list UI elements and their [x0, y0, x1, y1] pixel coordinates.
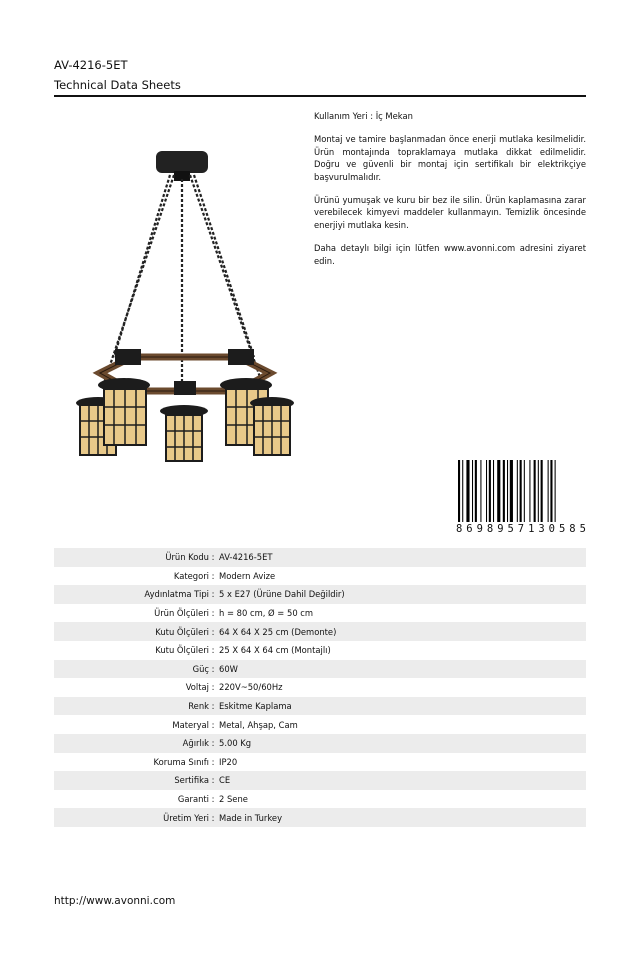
spec-row	[54, 604, 586, 623]
description-block	[314, 110, 586, 278]
barcode-bar	[493, 460, 494, 522]
barcode-bar	[538, 460, 539, 522]
spec-value: 220V~50/60Hz	[219, 682, 283, 693]
barcode-bar	[458, 460, 460, 522]
product-code-title: AV-4216-5ET	[54, 58, 128, 72]
barcode-bar	[520, 460, 522, 522]
barcode-bar	[510, 460, 513, 522]
spec-separator: :	[211, 663, 215, 674]
barcode-digit: 5	[579, 523, 586, 535]
barcode-digit: 5	[558, 523, 566, 535]
spec-value: Made in Turkey	[219, 812, 283, 823]
spec-separator: :	[211, 608, 215, 619]
barcode-bar	[486, 460, 487, 522]
spec-value: AV-4216-5ET	[219, 552, 273, 563]
spec-row	[54, 678, 586, 697]
barcode-bars	[456, 460, 586, 522]
lantern-right	[250, 397, 294, 455]
barcode-digit: 0	[548, 523, 555, 535]
barcode-bar	[466, 460, 469, 522]
spec-label: Garanti	[177, 794, 209, 805]
spec-row	[54, 771, 586, 790]
spec-label: Üretim Yeri	[163, 812, 209, 823]
spec-separator: :	[211, 719, 215, 730]
barcode-bar	[472, 460, 473, 522]
barcode-bar	[489, 460, 491, 522]
barcode-digit: 8	[486, 523, 494, 535]
barcode-bar	[497, 460, 500, 522]
barcode-digit: 7	[517, 523, 525, 535]
spec-label: Kategori	[173, 570, 209, 581]
spec-value: 25 X 64 X 64 cm (Montajlı)	[219, 645, 331, 656]
chandelier-image	[70, 145, 302, 470]
barcode-bar	[541, 460, 543, 522]
spec-value: Metal, Ahşap, Cam	[219, 719, 298, 730]
spec-separator: :	[211, 812, 215, 823]
barcode-bar	[517, 460, 518, 522]
barcode	[456, 460, 586, 540]
spec-separator: :	[211, 570, 215, 581]
barcode-bar	[534, 460, 536, 522]
spec-row	[54, 567, 586, 586]
barcode-digit: 6	[466, 523, 473, 535]
doc-subtitle: Technical Data Sheets	[54, 78, 181, 92]
barcode-bar	[480, 460, 481, 522]
footer-url: http://www.avonni.com	[54, 895, 176, 907]
barcode-bar	[550, 460, 552, 522]
barcode-bar	[529, 460, 530, 522]
spec-value: 60W	[219, 663, 238, 674]
spec-row	[54, 548, 586, 567]
spec-label: Materyal	[172, 719, 209, 730]
spec-value: 5 x E27 (Ürüne Dahil Değildir)	[219, 589, 345, 600]
spec-row	[54, 715, 586, 734]
barcode-bar	[503, 460, 505, 522]
spec-label: Ürün Kodu	[165, 552, 209, 563]
spec-label: Ürün Ölçüleri	[154, 608, 209, 619]
usage-line: Kullanım Yeri : İç Mekan	[314, 111, 413, 121]
spec-row	[54, 585, 586, 604]
barcode-digit: 1	[528, 523, 535, 535]
spec-separator: :	[211, 794, 215, 805]
care-paragraph: Ürünü yumuşak ve kuru bir bez ile silin. Ürün kaplamasına zarar verebilecek kimyevi maddeler kullanmayın. Temizlik öncesinde enerjiyi mutlaka kesin.	[314, 195, 586, 230]
spec-value: 64 X 64 X 25 cm (Demonte)	[219, 626, 337, 637]
spec-value: 2 Sene	[219, 794, 248, 805]
barcode-digit: 9	[476, 523, 483, 535]
spec-label: Aydınlatma Tipi	[144, 589, 209, 600]
barcode-digit: 8	[569, 523, 576, 535]
barcode-number	[456, 523, 586, 535]
spec-table	[54, 548, 586, 827]
barcode-digit: 9	[497, 523, 504, 535]
barcode-bar	[462, 460, 463, 522]
barcode-bar	[548, 460, 549, 522]
spec-separator: :	[211, 645, 215, 656]
barcode-bar	[524, 460, 525, 522]
spec-label: Koruma Sınıfı	[153, 756, 209, 767]
spec-separator: :	[211, 701, 215, 712]
spec-separator: :	[211, 589, 215, 600]
spec-value: IP20	[219, 756, 238, 767]
spec-label: Kutu Ölçüleri	[155, 645, 209, 656]
spec-separator: :	[211, 682, 215, 693]
spec-label: Sertifika	[174, 775, 209, 786]
spec-label: Kutu Ölçüleri	[155, 626, 209, 637]
spec-row	[54, 660, 586, 679]
barcode-bar	[507, 460, 508, 522]
spec-separator: :	[211, 738, 215, 749]
lantern-front-left	[98, 378, 150, 445]
spec-row	[54, 622, 586, 641]
spec-separator: :	[211, 626, 215, 637]
lantern-center	[160, 405, 208, 461]
safety-paragraph: Montaj ve tamire başlanmadan önce enerji mutlaka kesilmelidir. Ürün montajında topraklamaya mutlaka dikkat edilmelidir. Doğru ve güvenli bir montaj için sertifikalı bir elektrikçiye başvurulmalıdır.	[314, 134, 586, 182]
barcode-bar	[555, 460, 556, 522]
spec-row	[54, 734, 586, 753]
spec-value: 5.00 Kg	[219, 738, 252, 749]
spec-row	[54, 697, 586, 716]
spec-row	[54, 641, 586, 660]
spec-row	[54, 753, 586, 772]
spec-label: Güç	[192, 663, 209, 674]
spec-value: Modern Avize	[219, 570, 276, 581]
barcode-digit: 8	[456, 523, 463, 535]
spec-separator: :	[211, 756, 215, 767]
header-rule	[54, 95, 586, 97]
info-paragraph: Daha detaylı bilgi için lütfen www.avonni.com adresini ziyaret edin.	[314, 243, 586, 266]
spec-label: Ağırlık	[182, 738, 209, 749]
spec-row	[54, 808, 586, 827]
spec-separator: :	[211, 775, 215, 786]
spec-separator: :	[211, 552, 215, 563]
barcode-bar	[475, 460, 477, 522]
spec-value: h = 80 cm, Ø = 50 cm	[219, 608, 314, 619]
spec-label: Renk	[188, 701, 209, 712]
spec-value: Eskitme Kaplama	[219, 701, 292, 712]
barcode-digit: 3	[538, 523, 545, 535]
spec-row	[54, 790, 586, 809]
spec-value: CE	[219, 775, 231, 786]
doc-header	[54, 58, 586, 92]
spec-label: Voltaj	[185, 682, 209, 693]
barcode-digit: 5	[507, 523, 514, 535]
